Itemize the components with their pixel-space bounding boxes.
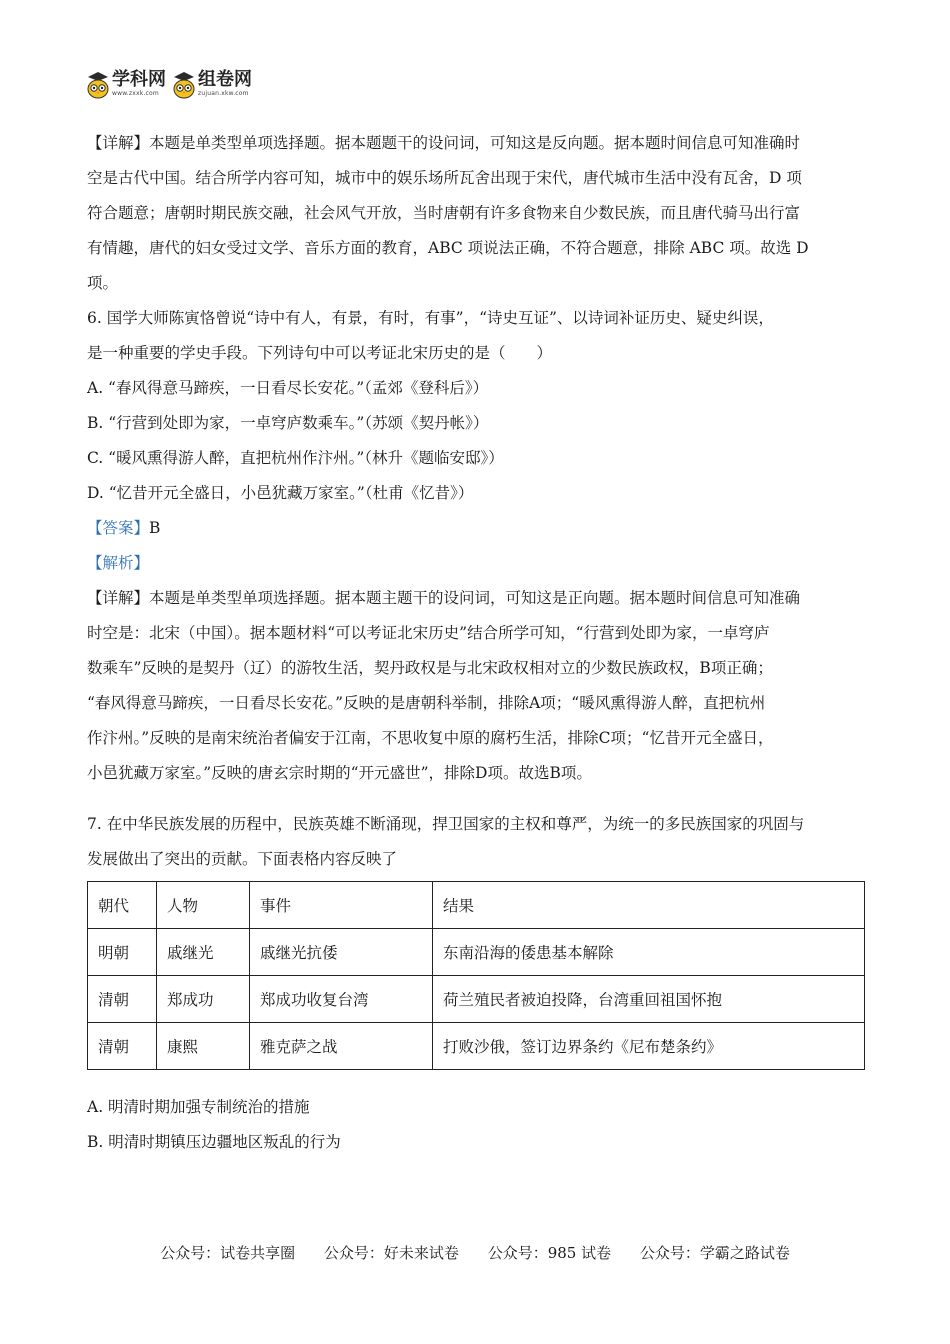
table-cell: 荷兰殖民者被迫投降，台湾重回祖国怀抱	[433, 976, 865, 1023]
table-cell: 清朝	[88, 976, 157, 1023]
q7-options	[87, 1090, 865, 1160]
table-cell: 清朝	[88, 1023, 157, 1070]
table-cell: 东南沿海的倭患基本解除	[433, 929, 865, 976]
table-cell: 雅克萨之战	[250, 1023, 433, 1070]
footer-item: 公众号：好未来试卷	[323, 1244, 459, 1262]
logo-url: www.zxxk.com	[112, 90, 159, 97]
q5-detail	[87, 126, 865, 301]
answer-tag: 【答案】	[87, 519, 150, 537]
spacer	[87, 791, 865, 807]
table-cell: 打败沙俄，签订边界条约《尼布楚条约》	[433, 1023, 865, 1070]
question-6	[87, 301, 865, 791]
analysis-tag: 【解析】	[87, 554, 150, 572]
analysis-line	[87, 546, 865, 581]
text-line: 时空是：北宋（中国）。据本题材料“可以考证北宋历史”结合所学可知，“行营到处即为家，一卓穹庐	[87, 624, 770, 642]
page-footer	[0, 1241, 950, 1265]
text-line: 有情趣，唐代的妇女受过文学、音乐方面的教育，ABC 项说法正确，不符合题意，排除 ABC 项。故选 D	[87, 239, 809, 257]
question-stem: 是一种重要的学史手段。下列诗句中可以考证北宋历史的是（ ）	[87, 344, 553, 362]
text-line: “春风得意马蹄疾，一日看尽长安花。”反映的是唐朝科举制，排除A项；“暖风熏得游人醉，直把杭州	[87, 694, 766, 712]
option-a: A. 明清时期加强专制统治的措施	[87, 1098, 310, 1116]
footer-item: 公众号：试卷共享圈	[160, 1244, 296, 1262]
table-cell: 戚继光抗倭	[250, 929, 433, 976]
table-header-row	[88, 882, 865, 929]
footer-item: 公众号：学霸之路试卷	[639, 1244, 790, 1262]
table-row	[88, 929, 865, 976]
text-line: 作汴州。”反映的是南宋统治者偏安于江南，不思收复中原的腐朽生活，排除C项；“忆昔开元全盛日，	[87, 729, 774, 747]
table-cell: 郑成功收复台湾	[250, 976, 433, 1023]
text-line: 【详解】本题是单类型单项选择题。据本题题干的设问词，可知这是反向题。据本题时间信息可知准确时	[87, 134, 801, 152]
table-cell: 康熙	[157, 1023, 250, 1070]
option-a: A. “春风得意马蹄疾，一日看尽长安花。”（孟郊《登科后》）	[87, 379, 489, 397]
table-cell: 郑成功	[157, 976, 250, 1023]
events-table	[87, 881, 865, 1070]
owl-mascot-icon	[172, 70, 196, 100]
site-logo	[86, 70, 252, 104]
question-stem: 发展做出了突出的贡献。下面表格内容反映了	[87, 850, 398, 868]
table-row	[88, 1023, 865, 1070]
table-row	[88, 976, 865, 1023]
answer-value: B	[149, 519, 161, 537]
question-stem: 6. 国学大师陈寅恪曾说“诗中有人，有景，有时，有事”，“诗史互证”、以诗词补证历史、疑史纠误，	[87, 309, 774, 327]
question-7	[87, 807, 865, 1160]
table-header: 结果	[433, 882, 865, 929]
option-b: B. 明清时期镇压边疆地区叛乱的行为	[87, 1133, 341, 1151]
logo-zujuanwang	[172, 70, 252, 100]
text-line: 小邑犹藏万家室。”反映的唐玄宗时期的“开元盛世”，排除D项。故选B项。	[87, 764, 592, 782]
owl-mascot-icon	[86, 70, 110, 100]
text-line: 符合题意；唐朝时期民族交融，社会风气开放，当时唐朝有许多食物来自少数民族，而且唐代骑马出行富	[87, 204, 801, 222]
table-cell: 戚继光	[157, 929, 250, 976]
answer-line	[87, 511, 865, 546]
table-header: 事件	[250, 882, 433, 929]
logo-xuekewang	[86, 70, 166, 100]
text-line: 【详解】本题是单类型单项选择题。据本题主题干的设问词，可知这是正向题。据本题时间信息可知准确	[87, 589, 801, 607]
text-line: 数乘车”反映的是契丹（辽）的游牧生活，契丹政权是与北宋政权相对立的少数民族政权，B项正确；	[87, 659, 773, 677]
table-header: 人物	[157, 882, 250, 929]
footer-item: 公众号：985 试卷	[487, 1244, 612, 1262]
logo-name: 学科网	[112, 69, 166, 90]
text-line: 空是古代中国。结合所学内容可知，城市中的娱乐场所瓦舍出现于宋代，唐代城市生活中没有瓦舍，D 项	[87, 169, 802, 187]
option-c: C. “暖风熏得游人醉，直把杭州作汴州。”（林升《题临安邸》）	[87, 449, 504, 467]
text-line: 项。	[87, 274, 119, 292]
question-stem: 7. 在中华民族发展的历程中，民族英雄不断涌现，捍卫国家的主权和尊严，为统一的多民族国家的巩固与	[87, 815, 805, 833]
logo-name: 组卷网	[198, 69, 252, 90]
option-d: D. “忆昔开元全盛日，小邑犹藏万家室。”（杜甫《忆昔》）	[87, 484, 474, 502]
logo-url: zujuan.xkw.com	[198, 90, 249, 97]
document-body	[87, 126, 865, 1160]
table-header: 朝代	[88, 882, 157, 929]
table-cell: 明朝	[88, 929, 157, 976]
option-b: B. “行营到处即为家，一卓穹庐数乘车。”（苏颂《契丹帐》）	[87, 414, 489, 432]
